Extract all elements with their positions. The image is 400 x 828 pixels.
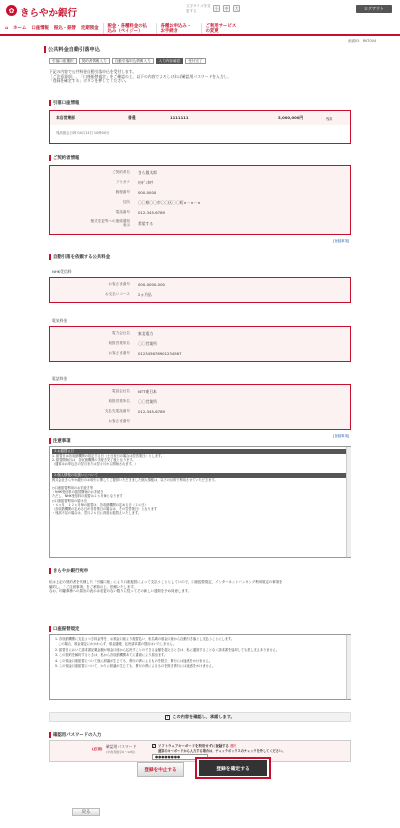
section-account: 引落口座情報: [49, 100, 79, 106]
nav-account-info[interactable]: 口座情報: [31, 26, 49, 31]
step-5: 受付完了: [185, 58, 205, 64]
section-rules: 口座振替規定: [49, 626, 79, 632]
utilities-edit-link[interactable]: [登録事項]: [333, 434, 350, 438]
step-2: 契約者情報入力: [79, 58, 110, 64]
step-1: 引落口座選択: [49, 58, 77, 64]
notes-scrollbar[interactable]: [346, 447, 351, 557]
nav-transfer[interactable]: 振込・振替: [53, 26, 76, 31]
nav-applications[interactable]: 各種お申込み・お手続き: [156, 23, 196, 34]
section-notes: 注意事項: [49, 438, 71, 444]
screen-id: 画面ID：RKT004: [348, 39, 377, 43]
font-size-medium-button[interactable]: 中: [224, 5, 229, 11]
intro-text: 下記の内容で公共料金自動引落申込を受付します。 「ご注意事項」、「口座振替規定」をご確認の上、以下の内容でよろしければ確認用パスワードを入力し、 「登録を確定する」ボタンを押してください。: [49, 69, 232, 84]
step-4-current: 入力内容確認: [156, 58, 184, 64]
nhk-box: お客さま番号 000-0000-000 お支払いコース 2ヵ月払: [49, 277, 351, 303]
home-icon: ⌂: [5, 26, 9, 31]
rules-textarea[interactable]: 1. 各収納機関に支払うべき料金等を、お預金口座より振替払い、私名義の預金口座から自動引き落とし支払うことにします。 この場合、預金規定にかかわらず、預金通帳、払戻請求書の提出はいたしません。 2. 振替日において請求書記載金額が預金口座から払戻すことのできる金額を超えるときは、私に通知することなく請求書を返却しても差し支えありません。 3. この契約を解約するときは、私から各収納機関あてに書面により届出ます。 4. この預金口座振替について仮に紛議が生じても、貴行の責によるものを除き、貴行には迷惑をかけません。 5. この預金口座振替について、かりに紛議が生じても、貴行の責によるものを除き貴行には迷惑をかけません。: [49, 634, 351, 700]
electric-box: 電力会社名 東北電力 取扱営業所名 〇〇営業所 お客さま番号 012345678901234567: [49, 326, 351, 362]
software-keyboard-toggle[interactable]: ✓ ソフトウェアキーボードを利用せずに登録する 選択: [152, 743, 237, 748]
consent-label: この内容を確認し、承諾します。: [172, 714, 235, 719]
account-balance: 5,000,000円: [278, 115, 304, 120]
font-size-label: 文字サイズを変更する: [186, 4, 211, 13]
section-utilities: 自動引落を依頼する公共料金: [49, 254, 110, 260]
submit-button[interactable]: 登録を確定する: [199, 760, 267, 776]
bank-logo-icon: ✿: [6, 5, 17, 16]
password-input[interactable]: ●●●●●●●●: [152, 754, 208, 760]
nav-service-change[interactable]: ご利用サービスの変更: [201, 23, 241, 34]
logout-button[interactable]: ログアウト: [356, 5, 392, 13]
back-button[interactable]: 戻る: [72, 808, 100, 816]
keyboard-tip: 通常のキーボードから入力する場合は、チェックボックスのチェックを外してください。: [158, 749, 286, 753]
nhk-title: NHK受信料: [52, 269, 72, 274]
electric-title: 電気料金: [52, 318, 68, 323]
account-type: 普通: [128, 115, 136, 120]
cancel-button[interactable]: 登録を中止する: [137, 762, 184, 777]
contract-edit-link[interactable]: [登録事項]: [333, 239, 350, 243]
software-keyboard-checkbox[interactable]: ✓: [152, 743, 156, 748]
submit-button-frame[interactable]: [195, 757, 271, 779]
section-contract: ご契約者情報: [49, 155, 79, 161]
contract-box: ご契約者名 きら銀太郎 フリガナ ｷﾗｷﾞﾝﾀﾛｳ 郵便番号 000-0000 住所 〇〇県〇〇市〇〇区〇〇町×－×－× 電話番号 012-345-6789 様式変更等への連絡通知表示 希望する: [49, 165, 351, 235]
bank-application-text: 私は上記の契約者を代理した「引落口座」により口座振替によって支払うこととしていので、口座振替規定、インターネットバンキング利用規定の事項を 確約し、「ご注意事項」をご承知の上、依頼いたします。 なお、印鑑事務への届出の表示は変更のない限りに従ってその新しい通知を予め同意します。: [49, 580, 283, 594]
step-indicator: [49, 58, 206, 64]
phone-box: 電話会社名 NTT東日本 取扱営業所名 〇〇営業所 支払先電話番号 012-345-6789 お客さま番号: [49, 384, 351, 430]
font-size-large-button[interactable]: 大: [234, 5, 239, 11]
font-size-small-button[interactable]: 小: [214, 5, 219, 11]
section-bank-application: きらやか銀行宛申: [49, 568, 88, 574]
section-password: 確認用パスワードの入力: [49, 732, 101, 738]
nav-time-deposit[interactable]: 定期預金: [80, 26, 99, 31]
nav-home[interactable]: ホーム: [13, 26, 27, 31]
consent-checkbox[interactable]: ✓: [166, 714, 170, 719]
required-badge: (必須): [92, 747, 103, 751]
account-number: 1111111: [170, 115, 189, 120]
consent-checkbox-row[interactable]: [49, 712, 351, 722]
rules-scrollbar[interactable]: [346, 635, 351, 699]
account-box: 本店営業部 普通 1111111 5,000,000円 残高 残高照会日時 04月13日 10時00分: [49, 110, 351, 144]
page-title: 公共料金自動引落申込: [44, 46, 100, 53]
branch-name: 本店営業部: [56, 115, 75, 120]
bank-name: きらやか銀行: [20, 8, 78, 19]
notes-textarea[interactable]: 1.お振替え日 1. 振替日は各収納機関の指定する日（土日祝日の場合は翌営業日）とします。 2. 振替開始日は、各収納機関の手続き完了後となります。 （通常はお申込日の翌月または翌々月から開始されます。） 2.個人情報の取扱いについて 株式会社きらやか銀行のお取引に関してご提供いただきました個人情報は、以下の目的で利用させていただきます。 ○口座振替利用のお手続き等 ・NHK受信料の振替開始のお手続き ただし、NHK受信料の振替は２ヵ月毎となります ○口座振替利用の届け出 ・６ヵ月、１２ヵ月毎の振替は、各収納機関の定める日（２６日） （各収納機関の定める日が非営業日の場合は、その翌営業日）となります ・残高不足の場合は、翌月２６日に再度お振替えいたします。: [49, 446, 351, 558]
step-3: 自動引落申込情報入力: [112, 58, 154, 64]
password-box: (必須) 確認用パスワード (半角英数字6～12桁) ✓ ソフトウェアキーボードを利用せずに登録する 選択 通常のキーボードから入力する場合は、チェックボックスのチェックを外してください。 ●●●●●●●●: [49, 740, 351, 762]
phone-title: 電話料金: [52, 376, 68, 381]
global-nav: [0, 23, 400, 36]
balance-date: 残高照会日時 04月13日 10時00分: [56, 131, 110, 135]
password-label: 確認用パスワード: [106, 744, 137, 749]
nav-payeasy[interactable]: 税金・各種料金の払込み（ペイジー）: [103, 23, 151, 34]
